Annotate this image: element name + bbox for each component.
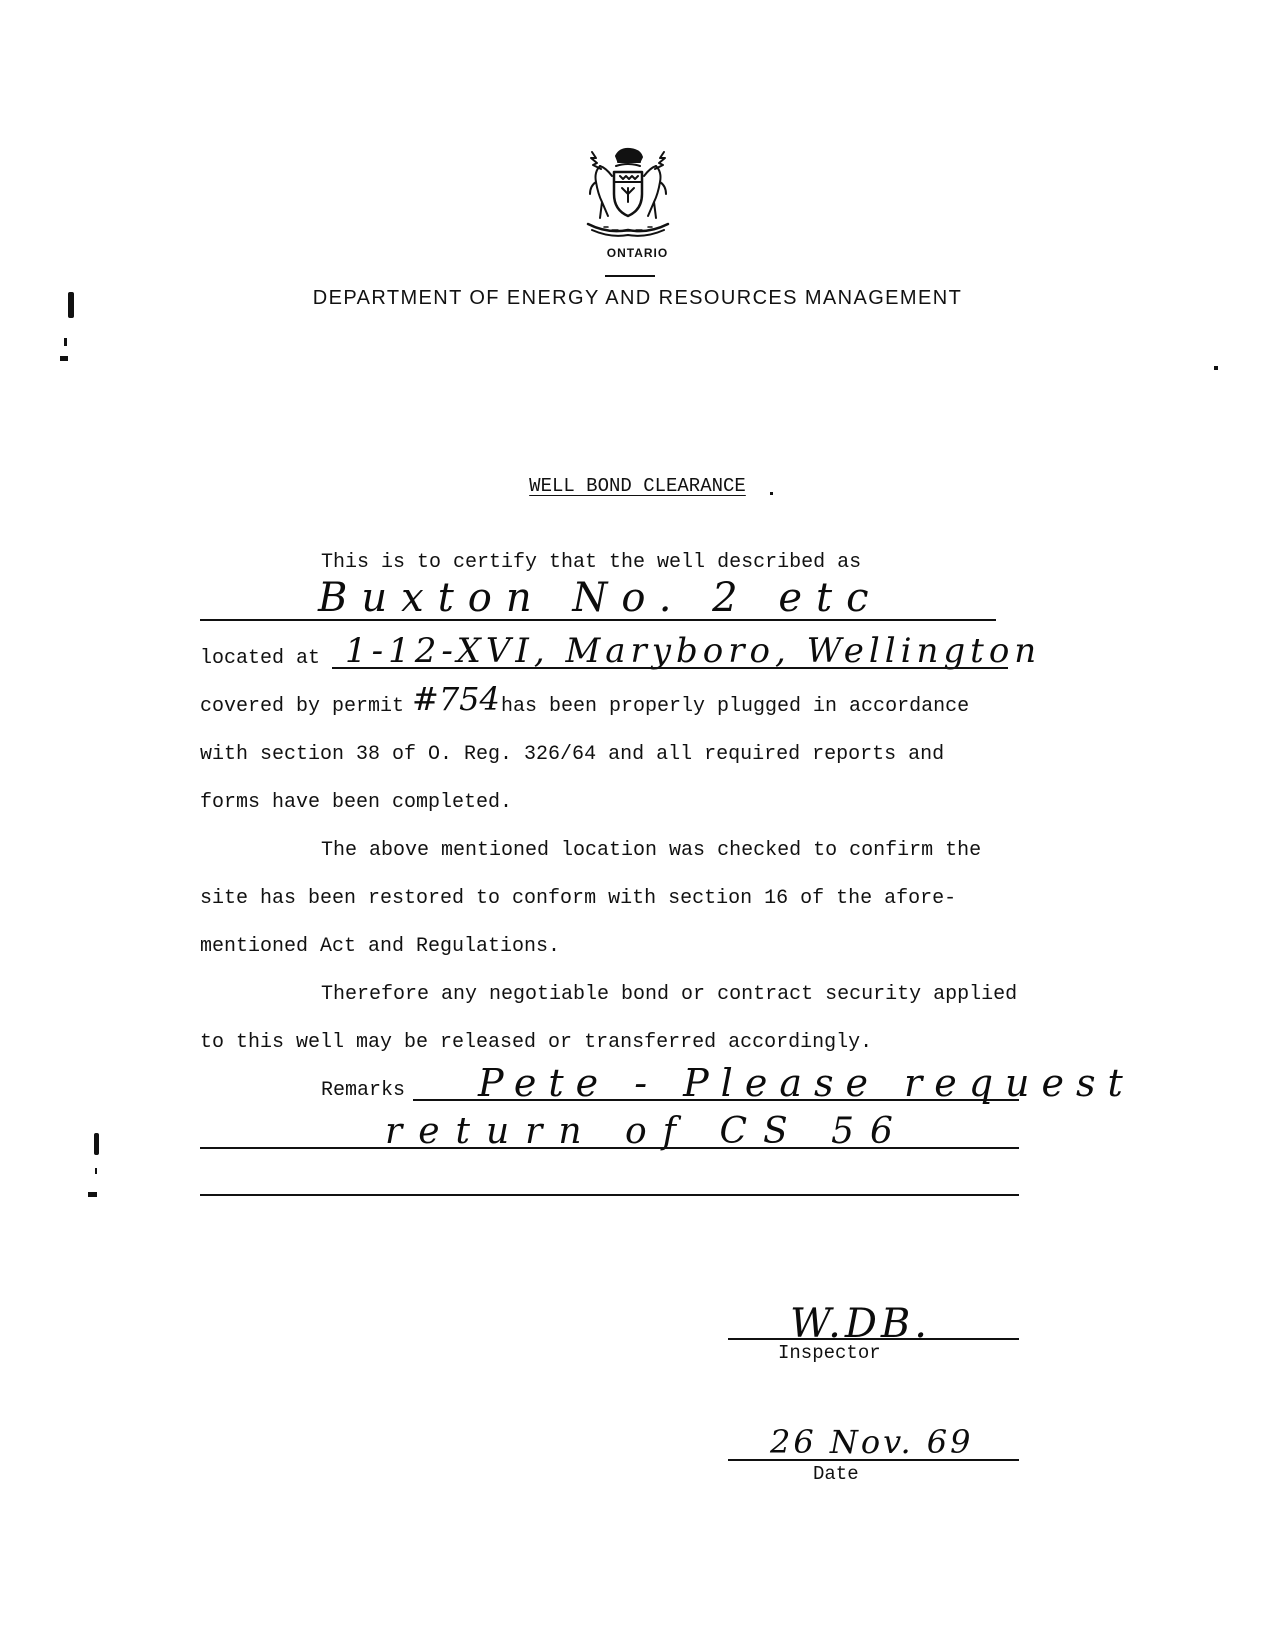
permit-suffix: has been properly plugged in accordance (501, 695, 970, 718)
scan-mark (94, 1133, 99, 1155)
location-handwritten: 1-12-XVI, Maryboro, Wellington (345, 631, 1042, 671)
scan-mark (95, 1168, 97, 1174)
remarks-line-3 (200, 1194, 1019, 1196)
release-line-2: to this well may be released or transferred accordingly. (200, 1031, 873, 1054)
regulation-line: with section 38 of O. Reg. 326/64 and all required reports and (200, 743, 945, 766)
certify-intro: This is to certify that the well described as (321, 551, 862, 574)
document-title (0, 475, 1275, 497)
ontario-coat-of-arms-icon (578, 142, 678, 242)
province-divider (605, 275, 655, 277)
inspection-line-3: mentioned Act and Regulations. (200, 935, 561, 958)
province-name: ONTARIO (606, 246, 669, 260)
scan-mark (68, 292, 74, 318)
completion-line: forms have been completed. (200, 791, 513, 814)
remarks-handwritten-2: return of CS 56 (385, 1111, 909, 1152)
release-line-1: Therefore any negotiable bond or contract security applied (321, 983, 1018, 1006)
inspector-label: Inspector (778, 1342, 881, 1364)
scan-mark (64, 338, 67, 346)
remarks-handwritten-1: Pete - Please request (478, 1061, 1135, 1105)
inspector-signature: W.DB. (790, 1301, 932, 1347)
remarks-line-2 (200, 1147, 1019, 1149)
permit-prefix: covered by permit (200, 695, 405, 718)
scan-mark (770, 492, 773, 495)
remarks-line-1 (413, 1099, 1019, 1101)
department-name: DEPARTMENT OF ENERGY AND RESOURCES MANAGEMENT (312, 287, 963, 309)
scan-mark (88, 1192, 97, 1197)
inspection-line-2: site has been restored to conform with section 16 of the afore- (200, 887, 957, 910)
well-name-handwritten: Buxton No. 2 etc (318, 575, 883, 621)
document-title-text: WELL BOND CLEARANCE (529, 475, 746, 497)
date-line (728, 1459, 1019, 1461)
location-line (332, 667, 1008, 669)
permit-number-handwritten: #754 (412, 680, 500, 718)
scan-mark (60, 356, 68, 361)
well-name-line (200, 619, 996, 621)
located-label: located at (200, 647, 321, 670)
date-label: Date (813, 1463, 859, 1485)
date-handwritten: 26 Nov. 69 (770, 1423, 974, 1461)
remarks-label: Remarks (321, 1079, 406, 1102)
inspector-signature-line (728, 1338, 1019, 1340)
inspection-line-1: The above mentioned location was checked to confirm the (321, 839, 982, 862)
scan-mark (1214, 366, 1218, 370)
